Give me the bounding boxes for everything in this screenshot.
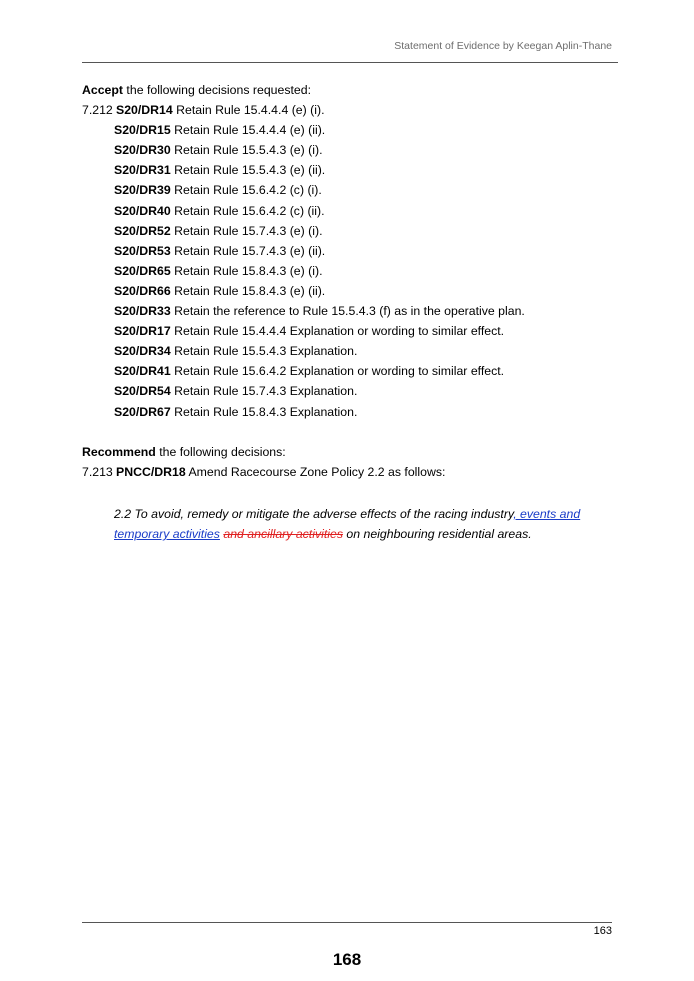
decision-text: Retain Rule 15.5.4.3 Explanation.	[170, 344, 358, 359]
decision-row	[82, 303, 622, 323]
decision-row	[82, 343, 622, 363]
paragraph-number: 7.212	[82, 103, 113, 118]
decision-row	[82, 243, 622, 263]
decision-row	[82, 182, 622, 202]
footer-rule	[82, 922, 612, 923]
decision-row	[82, 223, 622, 243]
decision-code: S20/DR65	[114, 263, 171, 278]
decision-row	[82, 122, 622, 142]
decision-row	[82, 162, 622, 182]
policy-text-start: 2.2 To avoid, remedy or mitigate the adverse effects of the racing industry	[114, 506, 514, 521]
decision-text: Retain Rule 15.8.4.3 (e) (ii).	[170, 283, 326, 298]
decision-text: Amend Racecourse Zone Policy 2.2 as follows:	[185, 464, 446, 479]
decision-code: S20/DR41	[114, 364, 171, 379]
decision-text: Retain Rule 15.7.4.3 (e) (i).	[170, 223, 323, 238]
recommend-row	[82, 464, 622, 484]
decision-code: S20/DR67	[114, 404, 171, 419]
decision-code: PNCC/DR18	[116, 464, 186, 479]
decision-row	[82, 142, 622, 162]
decision-text: Retain Rule 15.6.4.2 (c) (ii).	[170, 203, 325, 218]
decision-row	[82, 404, 622, 424]
recommend-intro	[82, 444, 622, 464]
decision-text: Retain Rule 15.8.4.3 (e) (i).	[170, 263, 323, 278]
accept-keyword: Accept	[82, 83, 124, 97]
decision-code: S20/DR66	[114, 283, 171, 298]
policy-amendment	[82, 504, 622, 544]
decision-code: S20/DR33	[114, 304, 171, 319]
paragraph-gap	[82, 424, 622, 444]
decision-row	[82, 363, 622, 383]
decision-code: S20/DR14	[116, 103, 173, 118]
running-header: Statement of Evidence by Keegan Aplin-Thane	[394, 40, 612, 52]
decision-text: Retain the reference to Rule 15.5.4.3 (f) as in the operative plan.	[170, 304, 525, 319]
accept-intro	[82, 82, 622, 102]
footer-page-number: 163	[593, 925, 612, 937]
decision-text: Retain Rule 15.4.4.4 (e) (ii).	[170, 123, 326, 138]
decision-code: S20/DR54	[114, 384, 171, 399]
decision-text: Retain Rule 15.7.4.3 Explanation.	[170, 384, 358, 399]
decision-text: Retain Rule 15.5.4.3 (e) (ii).	[170, 163, 326, 178]
paragraph-number: 7.213	[82, 464, 113, 479]
inserted-text: temporary activities	[114, 526, 220, 541]
decision-row	[82, 383, 622, 403]
decision-code: S20/DR15	[114, 123, 171, 138]
decision-text: Retain Rule 15.4.4.4 (e) (i).	[172, 103, 325, 118]
deleted-text: and ancillary activities	[223, 526, 343, 541]
decision-text: Retain Rule 15.6.4.2 (c) (i).	[170, 183, 322, 198]
decision-text: Retain Rule 15.5.4.3 (e) (i).	[170, 143, 323, 158]
header-rule	[82, 62, 618, 63]
decision-text: Retain Rule 15.7.4.3 (e) (ii).	[170, 243, 326, 258]
decision-code: S20/DR52	[114, 223, 171, 238]
accept-intro-text: the following decisions requested:	[123, 83, 311, 97]
document-page-number: 168	[332, 950, 362, 969]
decision-code: S20/DR39	[114, 183, 171, 198]
decision-row	[82, 323, 622, 343]
decision-code: S20/DR31	[114, 163, 171, 178]
decision-code: S20/DR34	[114, 344, 171, 359]
decision-row	[82, 283, 622, 303]
inserted-text: , events and	[513, 506, 581, 521]
decision-code: S20/DR17	[114, 324, 171, 339]
decision-text: Retain Rule 15.6.4.2 Explanation or wording to similar effect.	[170, 364, 505, 379]
decision-code: S20/DR30	[114, 143, 171, 158]
recommend-intro-text: the following decisions:	[155, 444, 286, 459]
document-body	[82, 82, 622, 544]
decision-row	[82, 263, 622, 283]
decision-text: Retain Rule 15.4.4.4 Explanation or wording to similar effect.	[170, 324, 505, 339]
decision-row	[82, 102, 622, 122]
decision-text: Retain Rule 15.8.4.3 Explanation.	[170, 404, 358, 419]
decision-code: S20/DR40	[114, 203, 171, 218]
policy-text-end: on neighbouring residential areas.	[342, 526, 532, 541]
decision-code: S20/DR53	[114, 243, 171, 258]
decision-row	[82, 203, 622, 223]
recommend-keyword: Recommend	[82, 444, 156, 459]
